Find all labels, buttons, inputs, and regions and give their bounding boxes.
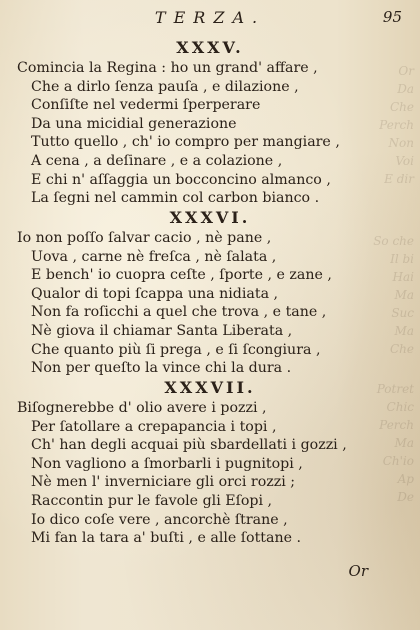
stanza — [0, 378, 420, 548]
page-number: 95 — [382, 8, 402, 26]
verse-line: Per ſatollare a crepapancia i topi , — [31, 418, 277, 435]
verse-line: Non per queſto la vince chi la dura . — [31, 360, 292, 377]
verse-line: E chi n' aſſaggia un bocconcino almanco , — [31, 171, 331, 188]
verse-line: Tutto quello , ch' io compro per mangiare , — [31, 134, 340, 151]
stanza — [0, 208, 420, 378]
verse-line: E bench' io cuopra ceſte , ſporte , e zane , — [31, 267, 332, 284]
verse-line: A cena , a deſinare , e a colazione , — [31, 152, 283, 169]
verse-line: Raccontin pur le favole gli Eſopi , — [31, 492, 273, 509]
verse-line: Io dico coſe vere , ancorchè ſtrane , — [31, 511, 288, 528]
verse-line: Che a dirlo ſenza pauſa , e dilazione , — [31, 78, 299, 95]
verse-line: Che quanto più ſi prega , e ſi ſcongiura , — [31, 341, 321, 358]
verse-line: Da una micidial generazione — [31, 115, 237, 132]
verse-line: Uova , carne nè freſca , nè ſalata , — [31, 248, 277, 265]
stanza-number: XXXVI. — [169, 208, 251, 227]
verse-line: Non vagliono a ſmorbarli i pugnitopi , — [31, 455, 303, 472]
verse-line: La ſegni nel cammin col carbon bianco . — [31, 190, 320, 207]
verse-line: Ch' han degli acquai più sbardellati i gozzi , — [31, 437, 347, 454]
verse-line: Nè giova il chiamar Santa Liberata , — [31, 322, 293, 339]
verse-line: Conſiſte nel vedermi ſperperare — [31, 97, 261, 114]
stanza — [0, 38, 420, 208]
verse-line: Non fa roſicchi a quel che trova , e tane , — [31, 304, 327, 321]
verse-line: Comincia la Regina : ho un grand' affare , — [17, 60, 318, 76]
verse-line: Qualor di topi ſcappa una nidiata , — [31, 285, 279, 302]
verse-line: Biſognerebbe d' olio avere i pozzi , — [17, 400, 267, 416]
verse-line: Mi fan la tara a' buſti , e alle ſottane . — [31, 530, 302, 547]
stanza-number: XXXVII. — [164, 378, 256, 397]
stanza-number: XXXV. — [176, 38, 244, 57]
bleed-through-text: Potret Chic Perch Ma Ch'io Ap De — [376, 382, 414, 504]
running-head: TERZA. — [154, 8, 266, 27]
catchword: Or — [348, 562, 368, 580]
page-header — [0, 6, 420, 30]
verse-line: Io non poſſo ſalvar cacio , nè pane , — [17, 230, 272, 246]
verse-line: Nè men l' inverniciare gli orci rozzi ; — [31, 474, 296, 491]
bleed-through-text: Or Da Che Perch Non Voi E dir — [379, 64, 414, 186]
bleed-through-text: So che Il bi Hai Ma Suc Ma Che — [373, 234, 414, 356]
